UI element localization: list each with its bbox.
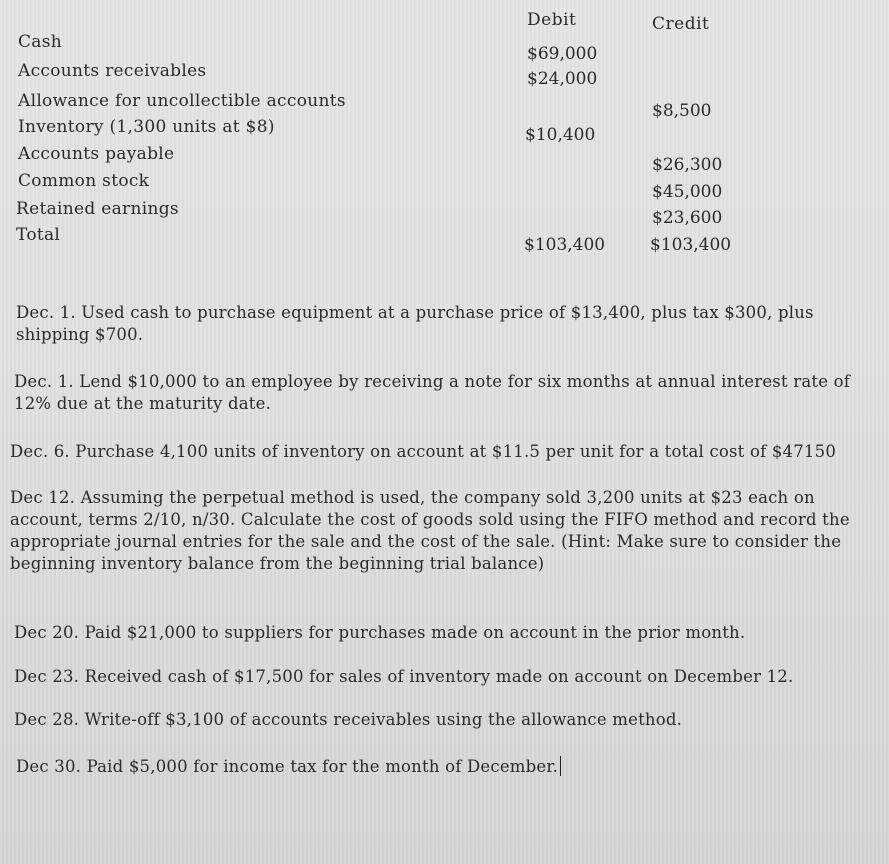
- transaction-dec-12-sale: [10, 487, 889, 575]
- transaction-dec-23-receipt: [14, 666, 889, 688]
- transaction-line: shipping $700.: [16, 325, 144, 344]
- account-common-stock: Common stock: [18, 171, 150, 191]
- credit-allowance: $8,500: [652, 101, 712, 121]
- transaction-dec-1-equipment: [16, 302, 889, 346]
- credit-column-header: Credit: [652, 14, 710, 34]
- debit-total: $103,400: [524, 235, 606, 255]
- account-cash: Cash: [18, 32, 63, 52]
- transaction-line: Dec. 1. Lend $10,000 to an employee by receiving a note for six months at annual interest rate of: [14, 372, 851, 391]
- transaction-line: Dec 20. Paid $21,000 to suppliers for purchases made on account in the prior month.: [14, 623, 746, 642]
- account-retained-earnings: Retained earnings: [16, 199, 179, 219]
- transaction-line: Dec 12. Assuming the perpetual method is used, the company sold 3,200 units at $23 each on: [10, 488, 815, 507]
- transaction-dec-20-payment: [14, 622, 889, 644]
- account-inventory: Inventory (1,300 units at $8): [18, 117, 275, 137]
- text-cursor: [560, 756, 561, 776]
- account-accounts-payable: Accounts payable: [18, 144, 175, 164]
- transaction-line[interactable]: [16, 756, 889, 778]
- transaction-line: beginning inventory balance from the beginning trial balance): [10, 554, 545, 573]
- account-accounts-receivable: Accounts receivables: [18, 61, 207, 81]
- account-allowance: Allowance for uncollectible accounts: [18, 91, 346, 111]
- transaction-line: Dec 23. Received cash of $17,500 for sales of inventory made on account on December 12.: [14, 667, 794, 686]
- transaction-line: Dec. 6. Purchase 4,100 units of inventory on account at $11.5 per unit for a total cost of $47150: [10, 442, 837, 461]
- credit-retained-earnings: $23,600: [652, 208, 723, 228]
- transaction-dec-6-purchase: [10, 441, 889, 463]
- debit-inventory: $10,400: [525, 125, 596, 145]
- credit-accounts-payable: $26,300: [652, 155, 723, 175]
- debit-column-header: Debit: [527, 10, 577, 30]
- transaction-line: 12% due at the maturity date.: [14, 394, 272, 413]
- transaction-line-text: Dec 30. Paid $5,000 for income tax for the month of December.: [16, 757, 559, 776]
- debit-cash: $69,000: [527, 44, 598, 64]
- debit-accounts-receivable: $24,000: [527, 69, 598, 89]
- transaction-line: appropriate journal entries for the sale and the cost of the sale. (Hint: Make sure to consider the: [10, 532, 842, 551]
- transaction-dec-30-tax: [16, 756, 889, 778]
- transaction-line: Dec. 1. Used cash to purchase equipment at a purchase price of $13,400, plus tax $300, plus: [16, 303, 814, 322]
- account-total: Total: [16, 225, 61, 245]
- credit-common-stock: $45,000: [652, 182, 723, 202]
- transaction-dec-28-writeoff: [14, 709, 889, 731]
- transaction-line: Dec 28. Write-off $3,100 of accounts receivables using the allowance method.: [14, 710, 683, 729]
- credit-total: $103,400: [650, 235, 732, 255]
- transaction-line: account, terms 2/10, n/30. Calculate the cost of goods sold using the FIFO method and record the: [10, 510, 850, 529]
- transaction-dec-1-note: [14, 371, 889, 415]
